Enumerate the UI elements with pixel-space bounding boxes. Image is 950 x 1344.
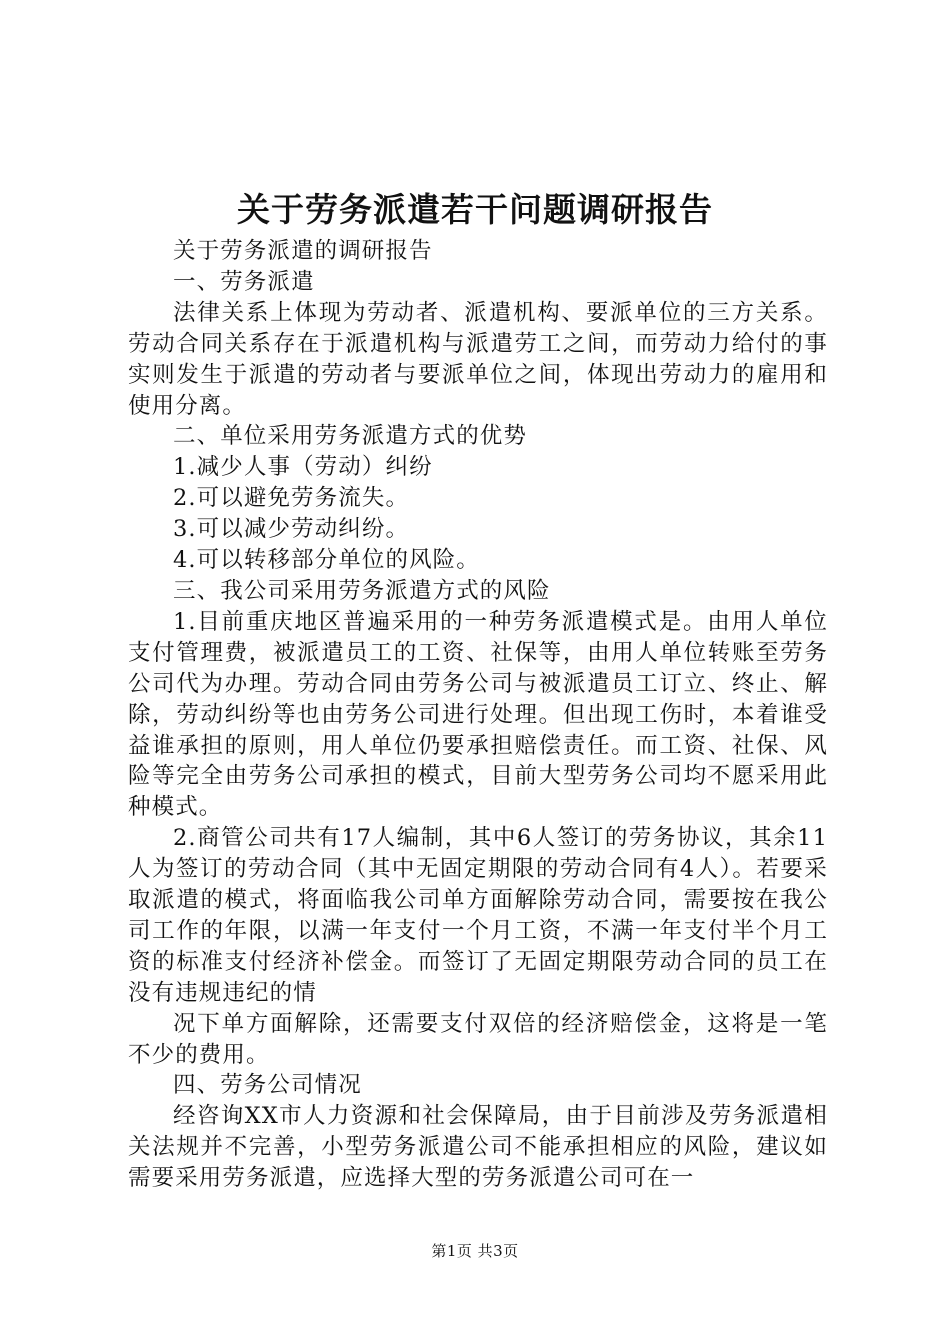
list-item: 2.可以避免劳务流失。: [173, 485, 410, 512]
list-item: 3.可以减少劳动纠纷。: [173, 516, 410, 543]
section-heading-3: 三、我公司采用劳务派遣方式的风险: [173, 577, 551, 604]
paragraph: 况下单方面解除，还需要支付双倍的经济赔偿金，这将是一笔不少的费用。: [128, 1010, 828, 1068]
section-heading-1: 一、劳务派遣: [173, 268, 315, 295]
list-item: 1.减少人事（劳动）纠纷: [173, 454, 433, 481]
paragraph-report-heading: 关于劳务派遣的调研报告: [173, 238, 433, 264]
page-footer: 第1页 共3页: [431, 1242, 519, 1260]
document-body: [128, 236, 828, 1194]
paragraph: 1.目前重庆地区普遍采用的一种劳务派遣模式是。由用人单位支付管理费，被派遣员工的工资、社保等，由用人单位转账至劳务公司代为办理。劳动合同由劳务公司与被派遣员工订立、终止、解除，劳动纠纷等也由劳务公司进行处理。但出现工伤时，本着谁受益谁承担的原则，用人单位仍要承担赔偿责任。而工资、社保、风险等完全由劳务公司承担的模式，目前大型劳务公司均不愿采用此种模式。: [128, 608, 828, 821]
paragraph: 法律关系上体现为劳动者、派遣机构、要派单位的三方关系。劳动合同关系存在于派遣机构与派遣劳工之间，而劳动力给付的事实则发生于派遣的劳动者与要派单位之间，体现出劳动力的雇用和使用分离。: [128, 299, 828, 419]
section-heading-2: 二、单位采用劳务派遣方式的优势: [173, 423, 528, 450]
paragraph: 经咨询XX市人力资源和社会保障局，由于目前涉及劳务派遣相关法规并不完善，小型劳务派遣公司不能承担相应的风险，建议如需要采用劳务派遣，应选择大型的劳务派遣公司可在一: [128, 1103, 828, 1192]
document-title: 关于劳务派遣若干问题调研报告: [237, 190, 713, 229]
section-heading-4: 四、劳务公司情况: [173, 1072, 362, 1099]
list-item: 4.可以转移部分单位的风险。: [173, 547, 480, 574]
paragraph: 2.商管公司共有17人编制，其中6人签订的劳务协议，其余11人为签订的劳动合同（其中无固定期限的劳动合同有4人）。若要采取派遣的模式，将面临我公司单方面解除劳动合同，需要按在我公司工作的年限，以满一年支付一个月工资，不满一年支付半个月工资的标准支付经济补偿金。而签订了无固定期限劳动合同的员工在没有违规违纪的情: [128, 825, 828, 1006]
